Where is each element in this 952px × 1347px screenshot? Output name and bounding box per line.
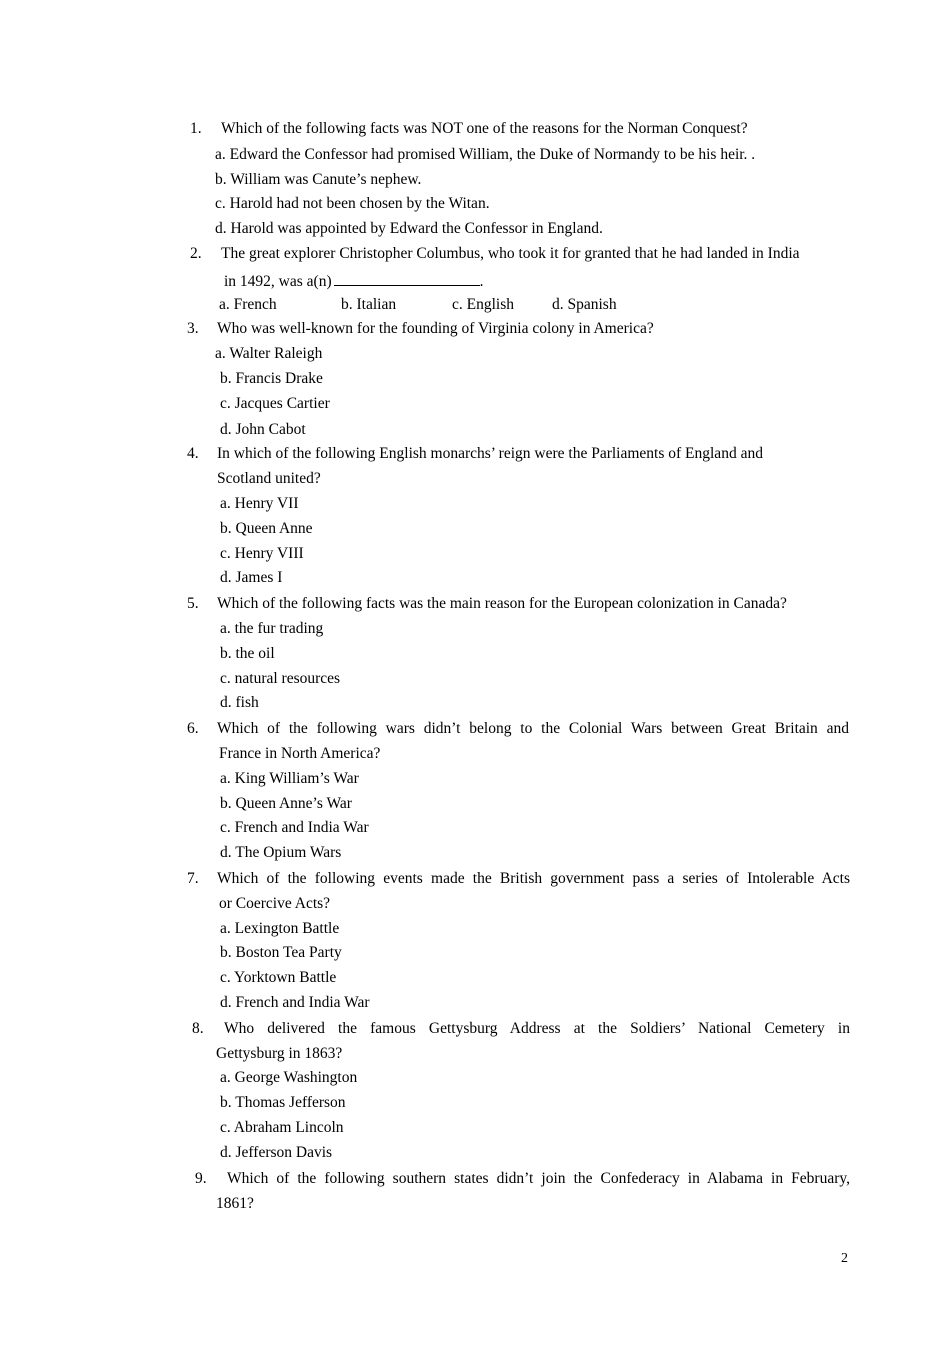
answer-blank xyxy=(334,271,480,286)
question-1-option-d: d. Harold was appointed by Edward the Confessor in England. xyxy=(215,220,603,237)
question-7-option-c: c. Yorktown Battle xyxy=(220,969,337,986)
question-6-option-c: c. French and India War xyxy=(220,819,369,836)
question-5-option-a: a. the fur trading xyxy=(220,620,324,637)
question-2-option-a: a. French xyxy=(219,296,277,313)
question-1-option-a: a. Edward the Confessor had promised William, the Duke of Normandy to be his heir. . xyxy=(215,146,756,163)
question-7-number: 7. xyxy=(187,870,199,887)
question-6-text-continued: France in North America? xyxy=(219,745,381,762)
question-8-number: 8. xyxy=(192,1020,204,1037)
question-4-number: 4. xyxy=(187,445,199,462)
question-1-text: Which of the following facts was NOT one of the reasons for the Norman Conquest? xyxy=(221,120,748,137)
question-6-option-a: a. King William’s War xyxy=(220,770,359,787)
question-3-option-c: c. Jacques Cartier xyxy=(220,395,330,412)
question-4-option-d: d. James I xyxy=(220,569,283,586)
question-4-option-a: a. Henry VII xyxy=(220,495,299,512)
question-1-option-c: c. Harold had not been chosen by the Witan. xyxy=(215,195,490,212)
question-8-text: Who delivered the famous Gettysburg Address at the Soldiers’ National Cemetery in xyxy=(224,1020,850,1037)
question-2-option-b: b. Italian xyxy=(341,296,397,313)
question-9-text: Which of the following southern states didn’t join the Confederacy in Alabama in February, xyxy=(227,1170,850,1187)
question-6-text: Which of the following wars didn’t belong to the Colonial Wars between Great Britain and xyxy=(217,720,849,737)
question-7-option-d: d. French and India War xyxy=(220,994,370,1011)
question-2-option-d: d. Spanish xyxy=(552,296,617,313)
question-7-text-continued: or Coercive Acts? xyxy=(219,895,331,912)
question-8-option-b: b. Thomas Jefferson xyxy=(220,1094,346,1111)
question-4-option-b: b. Queen Anne xyxy=(220,520,313,537)
question-5-option-c: c. natural resources xyxy=(220,670,341,687)
question-9-number: 9. xyxy=(195,1170,207,1187)
question-9-text-continued: 1861? xyxy=(216,1195,254,1212)
page-number: 2 xyxy=(841,1251,848,1266)
question-2-text: The great explorer Christopher Columbus, who took it for granted that he had landed in India xyxy=(221,245,800,262)
question-7-option-a: a. Lexington Battle xyxy=(220,920,340,937)
question-8-option-d: d. Jefferson Davis xyxy=(220,1144,333,1161)
question-3-option-d: d. John Cabot xyxy=(220,421,306,438)
question-7-option-b: b. Boston Tea Party xyxy=(220,944,342,961)
question-4-text-continued: Scotland united? xyxy=(217,470,321,487)
question-4-option-c: c. Henry VIII xyxy=(220,545,304,562)
question-3-number: 3. xyxy=(187,320,199,337)
question-1-number: 1. xyxy=(190,120,202,137)
question-6-option-b: b. Queen Anne’s War xyxy=(220,795,352,812)
question-8-option-c: c. Abraham Lincoln xyxy=(220,1119,344,1136)
question-1-option-b: b. William was Canute’s nephew. xyxy=(215,171,422,188)
question-3-option-b: b. Francis Drake xyxy=(220,370,323,387)
question-2-text-end: . xyxy=(479,273,484,290)
question-7-text: Which of the following events made the British government pass a series of Intolerable Acts xyxy=(217,870,850,887)
question-3-text: Who was well-known for the founding of Virginia colony in America? xyxy=(217,320,654,337)
question-5-number: 5. xyxy=(187,595,199,612)
question-8-option-a: a. George Washington xyxy=(220,1069,358,1086)
question-5-text: Which of the following facts was the main reason for the European colonization in Canada? xyxy=(217,595,787,612)
question-3-option-a: a. Walter Raleigh xyxy=(215,345,323,362)
question-8-text-continued: Gettysburg in 1863? xyxy=(216,1045,343,1062)
question-2-number: 2. xyxy=(190,245,202,262)
question-6-option-d: d. The Opium Wars xyxy=(220,844,342,861)
question-2-text-start: in 1492, was a(n) xyxy=(224,273,332,290)
question-2-text-continued xyxy=(224,271,484,291)
question-4-text: In which of the following English monarchs’ reign were the Parliaments of England and xyxy=(217,445,763,462)
question-5-option-d: d. fish xyxy=(220,694,259,711)
question-5-option-b: b. the oil xyxy=(220,645,275,662)
question-6-number: 6. xyxy=(187,720,199,737)
question-2-option-c: c. English xyxy=(452,296,514,313)
